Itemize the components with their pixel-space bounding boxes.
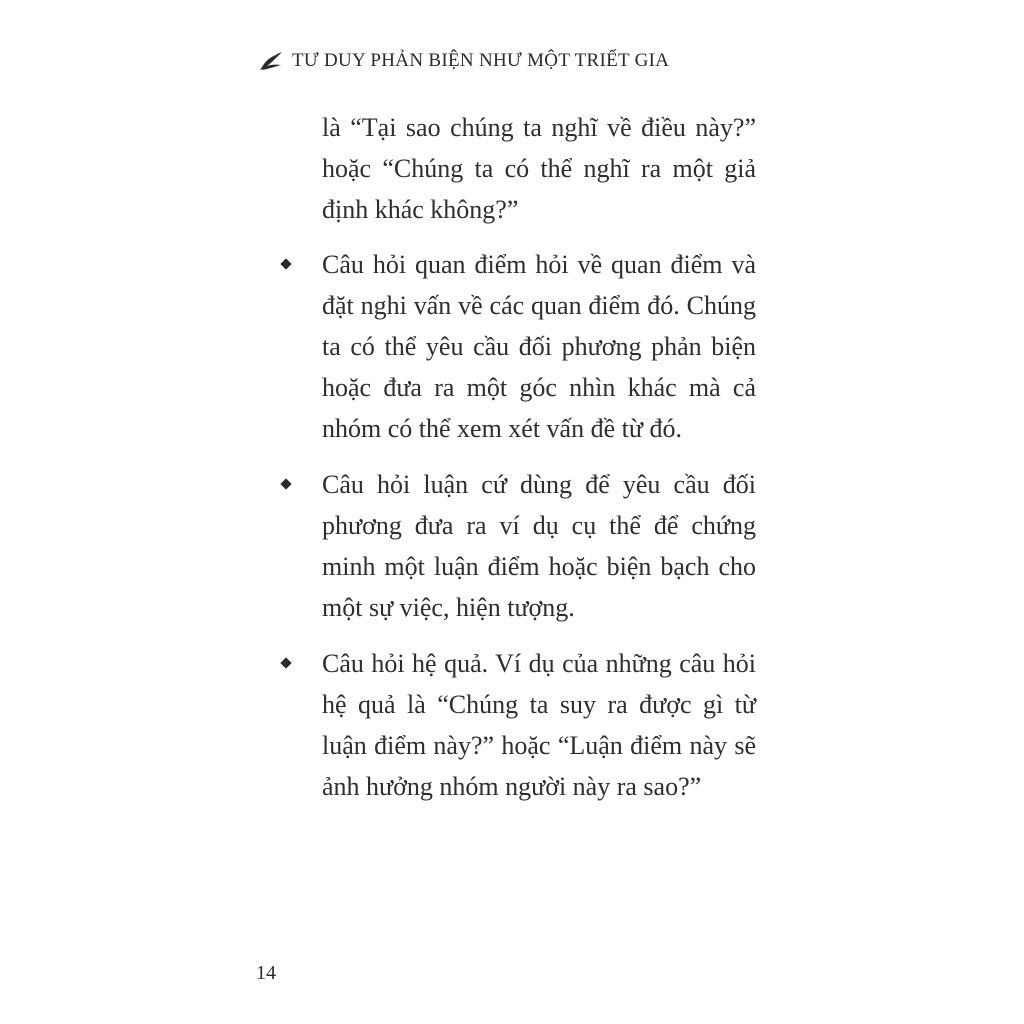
text-line: Câu hỏi hệ quả. Ví dụ của những câu hỏi <box>322 649 756 678</box>
text-line: Câu hỏi luận cứ dùng để yêu cầu đối <box>322 470 756 499</box>
text-line: một sự việc, hiện tượng. <box>322 593 575 622</box>
book-title: TƯ DUY PHẢN BIỆN NHƯ MỘT TRIẾT GIA <box>292 50 670 71</box>
text-line: định khác không?” <box>322 195 519 224</box>
diamond-bullet-icon <box>280 258 291 269</box>
text-line: ảnh hưởng nhóm người này ra sao?” <box>322 772 702 801</box>
text-line: ta có thể yêu cầu đối phương phản biện <box>322 332 756 361</box>
leaf-quill-icon <box>258 48 284 74</box>
text-line: là “Tại sao chúng ta nghĩ về điều này?” <box>322 113 756 142</box>
diamond-bullet-icon <box>280 478 291 489</box>
text-line: phương đưa ra ví dụ cụ thể để chứng <box>322 511 756 540</box>
text-line: hoặc “Chúng ta có thể nghĩ ra một giả <box>322 154 756 183</box>
diamond-bullet-icon <box>280 657 291 668</box>
text-line: đặt nghi vấn về các quan điểm đó. Chúng <box>322 291 756 320</box>
text-line: nhóm có thể xem xét vấn đề từ đó. <box>322 414 682 443</box>
text-line: hoặc đưa ra một góc nhìn khác mà cả <box>322 373 756 402</box>
page-number: 14 <box>256 962 276 984</box>
text-line: minh một luận điểm hoặc biện bạch cho <box>322 552 756 581</box>
continuation-paragraph <box>322 107 756 230</box>
text-line: hệ quả là “Chúng ta suy ra được gì từ <box>322 690 756 719</box>
running-header <box>258 48 669 74</box>
text-line: luận điểm này?” hoặc “Luận điểm này sẽ <box>322 731 756 760</box>
text-line: Câu hỏi quan điểm hỏi về quan điểm và <box>322 250 756 279</box>
